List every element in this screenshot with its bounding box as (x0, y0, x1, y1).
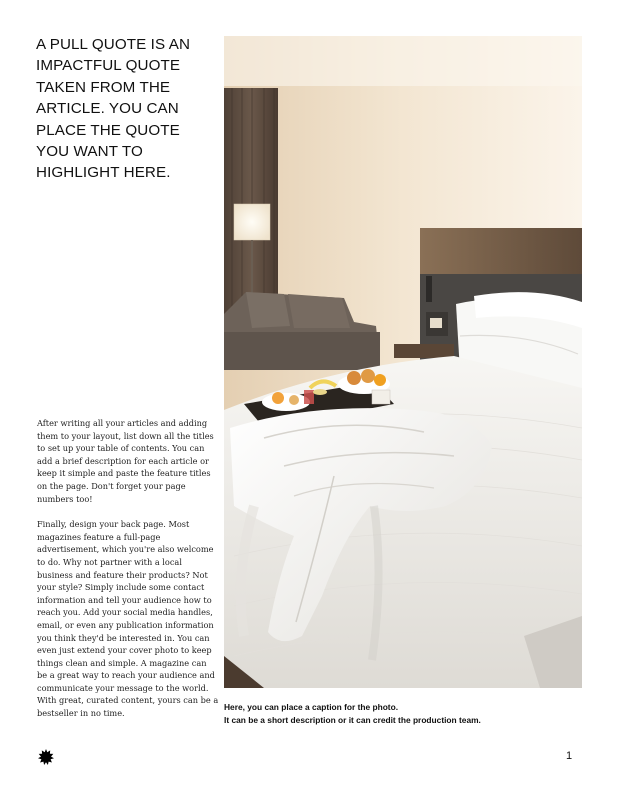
pull-quote: A PULL QUOTE IS AN IMPACTFUL QUOTE TAKEN FROM THE ARTICLE. YOU CAN PLACE THE QUOTE YOU WANT TO HIGHLIGHT HERE. (36, 36, 191, 182)
hotel-bed-photo (224, 36, 582, 688)
starburst-icon (38, 749, 54, 765)
body-paragraph: Finally, design your back page. Most magazines feature a full-page advertisement, which you're also welcome to do. Why not partner with a local business and feature their products? Not your style? Simply include some contact information and tell your audience how to reach you. Add your social media handles, email, or even any publication information you think they'd be interested in. You can even just extend your cover photo to keep things clean and simple. A magazine can be a great way to reach your audience and communicate your message to the world. With great, curated content, yours can be a bestseller in no time. (37, 519, 219, 719)
photo-caption (224, 701, 594, 727)
body-paragraph: After writing all your articles and adding them to your layout, list down all the titles to set up your table of contents. You can add a brief description for each article or keep it simple and paste the feature titles on the page. Don't forget your page numbers too! (37, 418, 214, 504)
article-body (37, 417, 219, 733)
caption-line: Here, you can place a caption for the photo. (224, 702, 399, 712)
page-number: 1 (566, 750, 573, 762)
caption-line: It can be a short description or it can credit the production team. (224, 714, 481, 725)
